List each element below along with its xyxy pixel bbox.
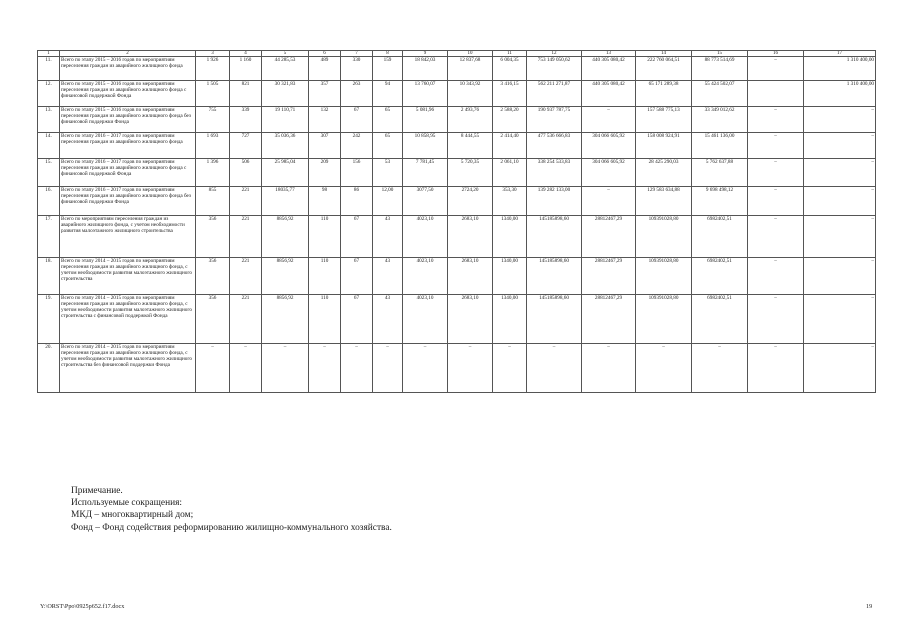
value-cell: – — [804, 258, 876, 295]
row-number-cell: 15. — [38, 159, 60, 187]
value-cell: – — [748, 295, 804, 344]
row-description-cell: Всего по этапу 2016 – 2017 годов по мероприятиям переселения граждан из аварийного жилищного фонда — [60, 133, 196, 159]
row-number-cell: 17. — [38, 216, 60, 258]
header-cell: 9 — [403, 51, 448, 57]
value-cell: 33 349 012,62 — [692, 107, 748, 133]
value-cell: 190 937 787,75 — [527, 107, 582, 133]
row-number-cell: 11. — [38, 57, 60, 81]
value-cell: 13 760,07 — [403, 81, 448, 107]
value-cell: 221 — [230, 216, 262, 258]
row-number-cell: 18. — [38, 258, 60, 295]
header-cell: 2 — [60, 51, 196, 57]
row-number-cell: 13. — [38, 107, 60, 133]
value-cell: 4023,10 — [403, 216, 448, 258]
value-cell: 489 — [309, 57, 341, 81]
value-cell: 753 149 050,62 — [527, 57, 582, 81]
value-cell: 2683,10 — [448, 258, 493, 295]
value-cell: 755 — [196, 107, 230, 133]
value-cell: 18035,77 — [262, 187, 309, 216]
value-cell: 6982402,51 — [692, 216, 748, 258]
value-cell: – — [582, 107, 636, 133]
value-cell: 5 762 637,88 — [692, 159, 748, 187]
value-cell: 1 926 — [196, 57, 230, 81]
header-cell: 11 — [493, 51, 527, 57]
value-cell: – — [748, 258, 804, 295]
table-row — [38, 107, 876, 133]
value-cell: – — [403, 344, 448, 393]
row-description-cell: Всего по этапу 2014 – 2015 годов по мероприятиям переселения граждан из аварийного жилищного фонда, с учетом необходимости развития малоэтажного жилищного строительства с финансовой поддержкой Фонда — [60, 295, 196, 344]
value-cell: 9 698 498,12 — [692, 187, 748, 216]
value-cell: 8856,92 — [262, 258, 309, 295]
value-cell: 43 — [373, 258, 403, 295]
value-cell: – — [748, 159, 804, 187]
value-cell: – — [804, 344, 876, 393]
header-cell: 5 — [262, 51, 309, 57]
value-cell: 10 858,95 — [403, 133, 448, 159]
value-cell: – — [309, 344, 341, 393]
value-cell: – — [804, 107, 876, 133]
value-cell: 43 — [373, 295, 403, 344]
row-number-cell: 19. — [38, 295, 60, 344]
value-cell: 159 — [373, 57, 403, 81]
value-cell: 562 211 271,87 — [527, 81, 582, 107]
value-cell: 15 461 136,00 — [692, 133, 748, 159]
value-cell: 353,30 — [493, 187, 527, 216]
table-row — [38, 216, 876, 258]
value-cell: – — [341, 344, 373, 393]
value-cell: 1 160 — [230, 57, 262, 81]
value-cell: 156 — [341, 159, 373, 187]
value-cell: 28812467,29 — [582, 216, 636, 258]
value-cell: 109391028,80 — [636, 216, 692, 258]
value-cell: – — [804, 159, 876, 187]
row-description-cell: Всего по этапу 2015 – 2016 годов по мероприятиям переселения граждан из аварийного жилищного фонда — [60, 57, 196, 81]
row-number-cell: 16. — [38, 187, 60, 216]
header-cell: 16 — [748, 51, 804, 57]
value-cell: 7 781,45 — [403, 159, 448, 187]
value-cell: 8 444,55 — [448, 133, 493, 159]
table-row — [38, 57, 876, 81]
value-cell: – — [448, 344, 493, 393]
header-cell: 14 — [636, 51, 692, 57]
value-cell: 86 — [341, 187, 373, 216]
value-cell: 1340,00 — [493, 216, 527, 258]
header-cell: 6 — [309, 51, 341, 57]
value-cell: 8856,92 — [262, 216, 309, 258]
value-cell: – — [748, 107, 804, 133]
value-cell: 65 — [373, 133, 403, 159]
header-cell: 7 — [341, 51, 373, 57]
value-cell: 2 414,40 — [493, 133, 527, 159]
row-number-cell: 12. — [38, 81, 60, 107]
value-cell: – — [804, 133, 876, 159]
value-cell: 2 493,76 — [448, 107, 493, 133]
value-cell: 139 282 133,00 — [527, 187, 582, 216]
document-sheet — [37, 50, 875, 393]
table-row — [38, 258, 876, 295]
value-cell: – — [582, 187, 636, 216]
value-cell: 221 — [230, 295, 262, 344]
table-row — [38, 344, 876, 393]
value-cell — [748, 81, 804, 107]
value-cell: – — [748, 344, 804, 393]
value-cell: 1 310 400,00 — [804, 57, 876, 81]
value-cell: 28812467,29 — [582, 295, 636, 344]
value-cell: 35 036,36 — [262, 133, 309, 159]
notes-line-fund: Фонд – Фонд содействия реформированию жилищно-коммунального хозяйства. — [71, 522, 392, 533]
value-cell: 129 583 634,88 — [636, 187, 692, 216]
value-cell: – — [493, 344, 527, 393]
value-cell: – — [196, 344, 230, 393]
footer-file-path: Y:\ORST\Ppo\0925p652.f17.docx — [40, 603, 125, 610]
value-cell: 1 310 400,00 — [804, 81, 876, 107]
value-cell: 2 061,10 — [493, 159, 527, 187]
header-cell: 3 — [196, 51, 230, 57]
value-cell: 25 985,04 — [262, 159, 309, 187]
table-row — [38, 133, 876, 159]
value-cell: – — [804, 187, 876, 216]
table-row — [38, 187, 876, 216]
value-cell: – — [262, 344, 309, 393]
value-cell: 110 — [309, 295, 341, 344]
value-cell: 67 — [341, 107, 373, 133]
value-cell: 1 396 — [196, 159, 230, 187]
value-cell: 2 588,20 — [493, 107, 527, 133]
value-cell: 440 305 080,42 — [582, 81, 636, 107]
value-cell: – — [582, 344, 636, 393]
value-cell: – — [230, 344, 262, 393]
value-cell: 440 305 080,42 — [582, 57, 636, 81]
data-table — [37, 50, 876, 393]
value-cell: 44 285,53 — [262, 57, 309, 81]
value-cell: 356 — [196, 258, 230, 295]
value-cell: 242 — [341, 133, 373, 159]
value-cell: 222 760 064,51 — [636, 57, 692, 81]
value-cell: 1 693 — [196, 133, 230, 159]
row-description-cell: Всего по этапу 2014 – 2015 годов по мероприятиям переселения граждан из аварийного жилищного фонда, с учетом необходимости развития малоэтажного жилищного строительства без финансовой поддержки Фонда — [60, 344, 196, 393]
table-row — [38, 159, 876, 187]
value-cell: 6982402,51 — [692, 295, 748, 344]
value-cell: 1 505 — [196, 81, 230, 107]
value-cell: 110 — [309, 216, 341, 258]
row-description-cell: Всего по этапу 2015 – 2016 годов по мероприятиям переселения граждан из аварийного жилищного фонда без финансовой поддержки Фонда — [60, 107, 196, 133]
value-cell: 2683,10 — [448, 295, 493, 344]
value-cell: 221 — [230, 258, 262, 295]
value-cell: 304 066 605,92 — [582, 159, 636, 187]
value-cell: 98 — [309, 187, 341, 216]
value-cell: 88 773 514,69 — [692, 57, 748, 81]
value-cell: – — [748, 187, 804, 216]
value-cell: 28 425 290,03 — [636, 159, 692, 187]
value-cell: – — [804, 216, 876, 258]
value-cell: 2683,10 — [448, 216, 493, 258]
header-cell: 15 — [692, 51, 748, 57]
value-cell: 94 — [373, 81, 403, 107]
value-cell: 263 — [341, 81, 373, 107]
value-cell: 145185898,60 — [527, 258, 582, 295]
value-cell: – — [527, 344, 582, 393]
value-cell: 6 004,35 — [493, 57, 527, 81]
value-cell: 477 536 666,83 — [527, 133, 582, 159]
value-cell: 356 — [196, 295, 230, 344]
row-description-cell: Всего по этапу 2015 – 2016 годов по мероприятиям переселения граждан из аварийного жилищного фонда с финансовой поддержкой Фонда — [60, 81, 196, 107]
header-cell: 13 — [582, 51, 636, 57]
header-cell: 1 — [38, 51, 60, 57]
value-cell: 3 416,15 — [493, 81, 527, 107]
value-cell: 307 — [309, 133, 341, 159]
value-cell: 158 008 924,91 — [636, 133, 692, 159]
value-cell: 1340,00 — [493, 258, 527, 295]
header-cell: 12 — [527, 51, 582, 57]
value-cell: 821 — [230, 81, 262, 107]
value-cell: 67 — [341, 295, 373, 344]
value-cell: 4023,10 — [403, 258, 448, 295]
value-cell: – — [748, 133, 804, 159]
footer-page-number: 19 — [866, 603, 873, 610]
value-cell: 221 — [230, 187, 262, 216]
table-body — [38, 57, 876, 393]
value-cell: 6982402,51 — [692, 258, 748, 295]
value-cell: 12,00 — [373, 187, 403, 216]
value-cell: 4023,10 — [403, 295, 448, 344]
value-cell: 132 — [309, 107, 341, 133]
value-cell: 357 — [309, 81, 341, 107]
value-cell: 30 321,83 — [262, 81, 309, 107]
value-cell: 5 081,96 — [403, 107, 448, 133]
value-cell: 145185898,60 — [527, 295, 582, 344]
value-cell: 19 110,71 — [262, 107, 309, 133]
value-cell: 855 — [196, 187, 230, 216]
value-cell: 109391028,80 — [636, 295, 692, 344]
notes-line-mkd: МКД – многоквартирный дом; — [71, 510, 194, 521]
value-cell: 506 — [230, 159, 262, 187]
notes-title: Примечание. — [71, 486, 123, 496]
value-cell: 65 — [373, 107, 403, 133]
value-cell: 339 — [230, 107, 262, 133]
header-cell: 17 — [804, 51, 876, 57]
value-cell: 8856,92 — [262, 295, 309, 344]
value-cell: 55 424 502,07 — [692, 81, 748, 107]
value-cell: 2724,20 — [448, 187, 493, 216]
value-cell: 10 343,92 — [448, 81, 493, 107]
value-cell: – — [373, 344, 403, 393]
row-description-cell: Всего по мероприятиям переселения граждан из аварийного жилищного фонда, с учетом необходимости развития малоэтажного жилищного строительства — [60, 216, 196, 258]
row-description-cell: Всего по этапу 2016 – 2017 годов по мероприятиям переселения граждан из аварийного жилищного фонда с финансовой поддержкой Фонда — [60, 159, 196, 187]
row-number-cell: 14. — [38, 133, 60, 159]
notes-block — [71, 485, 392, 534]
header-cell: 10 — [448, 51, 493, 57]
table-row — [38, 81, 876, 107]
header-cell: 8 — [373, 51, 403, 57]
value-cell: 18 842,03 — [403, 57, 448, 81]
value-cell: 12 837,68 — [448, 57, 493, 81]
notes-line-abbreviations: Используемые сокращения: — [71, 498, 183, 509]
value-cell: 67 — [341, 258, 373, 295]
row-description-cell: Всего по этапу 2014 – 2015 годов по мероприятиям переселения граждан из аварийного жилищного фонда, с учетом необходимости развития малоэтажного жилищного строительства — [60, 258, 196, 295]
value-cell: 209 — [309, 159, 341, 187]
value-cell: 67 — [341, 216, 373, 258]
value-cell: 53 — [373, 159, 403, 187]
value-cell: – — [636, 344, 692, 393]
value-cell: – — [748, 57, 804, 81]
value-cell: 43 — [373, 216, 403, 258]
value-cell: – — [804, 295, 876, 344]
value-cell: 356 — [196, 216, 230, 258]
value-cell: 145185898,60 — [527, 216, 582, 258]
value-cell: – — [692, 344, 748, 393]
value-cell: 109391028,80 — [636, 258, 692, 295]
row-description-cell: Всего по этапу 2016 – 2017 годов по мероприятиям переселения граждан из аварийного жилищного фонда без финансовой поддержки Фонда — [60, 187, 196, 216]
header-cell: 4 — [230, 51, 262, 57]
value-cell: 3077,50 — [403, 187, 448, 216]
value-cell: – — [748, 216, 804, 258]
value-cell: 110 — [309, 258, 341, 295]
value-cell: 304 066 605,92 — [582, 133, 636, 159]
row-number-cell: 20. — [38, 344, 60, 393]
value-cell: 1340,00 — [493, 295, 527, 344]
value-cell: 338 254 533,83 — [527, 159, 582, 187]
value-cell: 157 588 775,13 — [636, 107, 692, 133]
value-cell: 5 720,35 — [448, 159, 493, 187]
value-cell: 28812467,29 — [582, 258, 636, 295]
table-row — [38, 295, 876, 344]
value-cell: 727 — [230, 133, 262, 159]
value-cell: 65 171 289,38 — [636, 81, 692, 107]
value-cell: 330 — [341, 57, 373, 81]
